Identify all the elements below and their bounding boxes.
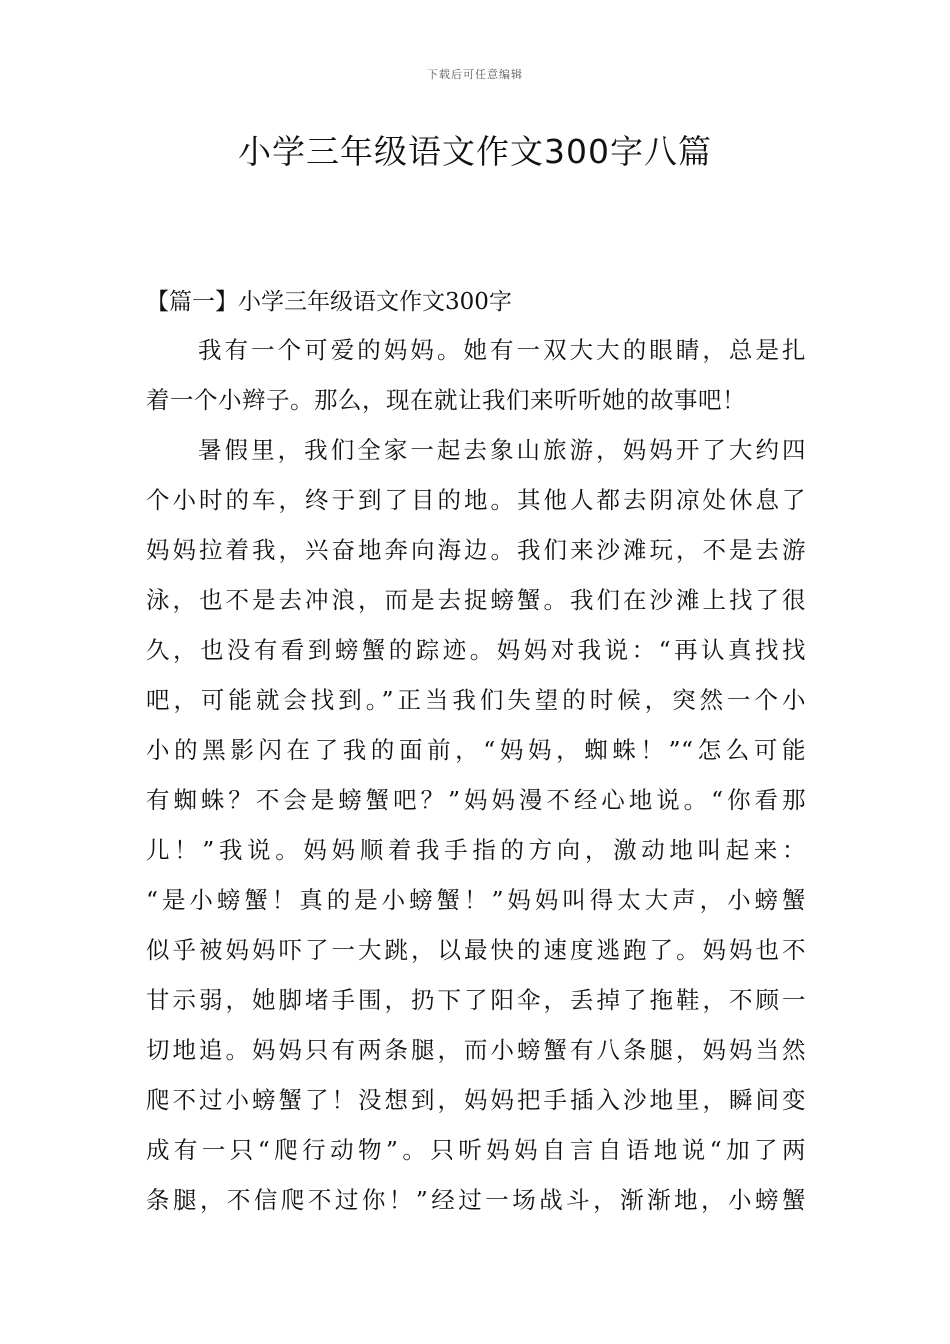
text-line: 似乎被妈妈吓了一大跳，以最快的速度逃跑了。妈妈也不	[146, 936, 806, 964]
text-line: 久，也没有看到螃蟹的踪迹。妈妈对我说：“再认真找找	[146, 636, 806, 664]
text-line: 儿！”我说。妈妈顺着我手指的方向，激动地叫起来：	[146, 836, 806, 864]
text-line: 暑假里，我们全家一起去象山旅游，妈妈开了大约四	[198, 436, 806, 464]
article-body	[146, 325, 806, 1225]
document-title: 小学三年级语文作文300字八篇	[238, 132, 712, 171]
text-line: 泳，也不是去冲浪，而是去捉螃蟹。我们在沙滩上找了很	[146, 586, 806, 614]
text-line: 妈妈拉着我，兴奋地奔向海边。我们来沙滩玩，不是去游	[146, 536, 806, 564]
text-line: 我有一个可爱的妈妈。她有一双大大的眼睛，总是扎	[198, 336, 806, 364]
text-line: 小的黑影闪在了我的面前，“妈妈，蜘蛛！”“怎么可能	[146, 736, 806, 764]
text-line: 成有一只“爬行动物”。只听妈妈自言自语地说“加了两	[146, 1136, 806, 1164]
text-line: 甘示弱，她脚堵手围，扔下了阳伞，丢掉了拖鞋，不顾一	[146, 986, 806, 1014]
text-line: 条腿，不信爬不过你！”经过一场战斗，渐渐地，小螃蟹	[146, 1186, 806, 1214]
page-header-note: 下载后可任意编辑	[427, 68, 523, 81]
section-heading: 【篇一】小学三年级语文作文300字	[146, 289, 512, 315]
text-line: “是小螃蟹！真的是小螃蟹！”妈妈叫得太大声，小螃蟹	[146, 886, 806, 914]
paragraph-1	[146, 325, 806, 425]
text-line: 有蜘蛛？不会是螃蟹吧？”妈妈漫不经心地说。“你看那	[146, 786, 806, 814]
paragraph-2	[146, 425, 806, 1225]
text-line: 着一个小辫子。那么，现在就让我们来听听她的故事吧！	[146, 386, 746, 414]
text-line: 爬不过小螃蟹了！没想到，妈妈把手插入沙地里，瞬间变	[146, 1086, 806, 1114]
text-line: 个小时的车，终于到了目的地。其他人都去阴凉处休息了	[146, 486, 806, 514]
text-line: 吧，可能就会找到。”正当我们失望的时候，突然一个小	[146, 686, 806, 714]
text-line: 切地追。妈妈只有两条腿，而小螃蟹有八条腿，妈妈当然	[146, 1036, 806, 1064]
